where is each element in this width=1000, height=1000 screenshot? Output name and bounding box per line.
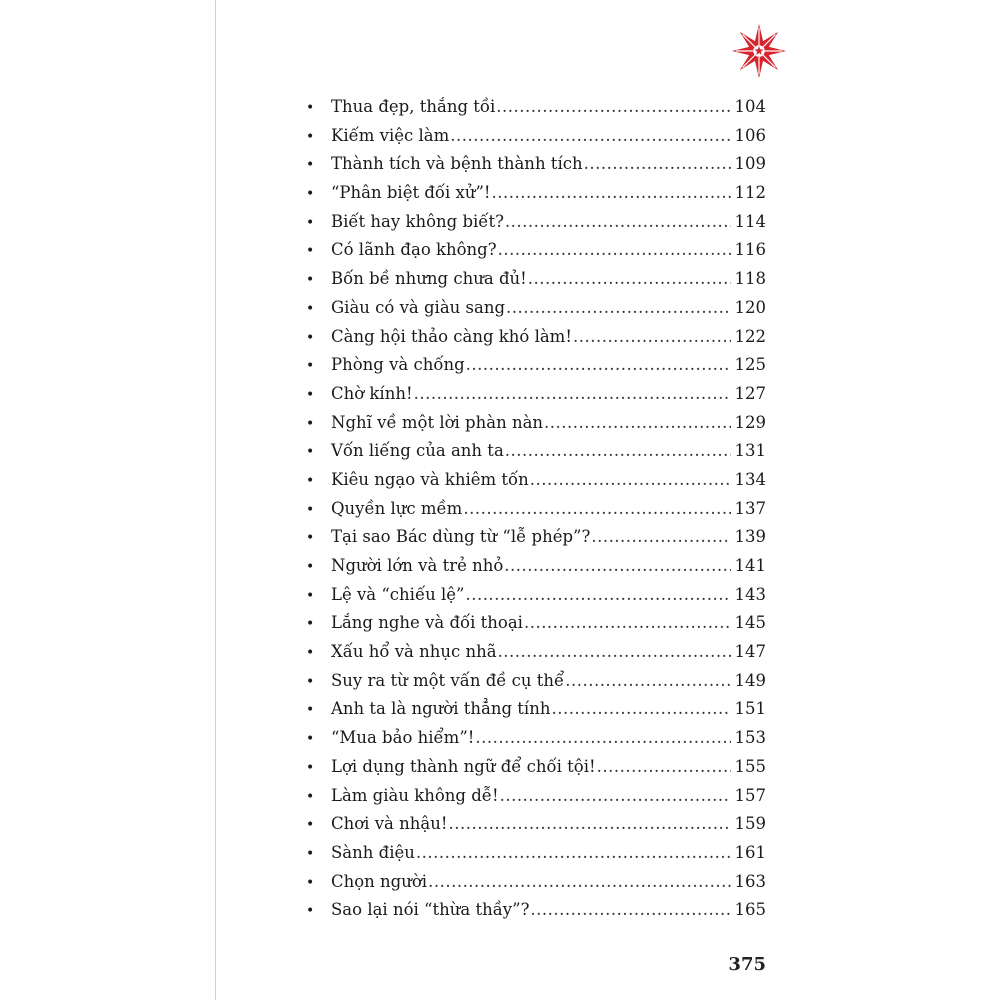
toc-entry-page: 165 bbox=[734, 900, 766, 920]
bullet-icon: • bbox=[306, 817, 315, 834]
dot-leader bbox=[498, 240, 731, 259]
toc-entry-title: Người lớn và trẻ nhỏ bbox=[331, 556, 504, 575]
toc-entry-page: 149 bbox=[734, 670, 766, 690]
toc-entry bbox=[306, 728, 766, 757]
toc-entry bbox=[306, 527, 766, 556]
bullet-icon: • bbox=[306, 731, 315, 748]
toc-entry bbox=[306, 872, 766, 901]
toc-entry-title: Biết hay không biết? bbox=[331, 211, 504, 231]
dot-leader bbox=[492, 183, 731, 202]
toc-entry-page: 151 bbox=[734, 699, 766, 719]
toc-entry bbox=[306, 642, 766, 671]
toc-entry-page: 145 bbox=[734, 613, 766, 633]
dot-leader bbox=[498, 642, 731, 661]
toc-entry-title: Sao lại nói “thừa thầy”? bbox=[331, 900, 530, 920]
dot-leader bbox=[528, 269, 731, 288]
dot-leader bbox=[530, 900, 731, 919]
toc-entry-page: 106 bbox=[734, 125, 766, 145]
toc-entry bbox=[306, 499, 766, 528]
toc-entry-title: Phòng và chống bbox=[331, 355, 465, 375]
dot-leader bbox=[544, 413, 731, 432]
toc-entry-title: Tại sao Bác dùng từ “lễ phép”? bbox=[331, 527, 591, 547]
toc-entry-page: 129 bbox=[734, 412, 766, 432]
toc-entry-title: “Phân biệt đối xử”! bbox=[331, 183, 491, 203]
toc-entry-title: Chờ kính! bbox=[331, 383, 413, 403]
toc-entry-title: Kiêu ngạo và khiêm tốn bbox=[331, 469, 529, 489]
toc-entry bbox=[306, 613, 766, 642]
toc-entry bbox=[306, 900, 766, 929]
toc-entry-title: Sành điệu bbox=[331, 842, 415, 862]
toc-entry-page: 131 bbox=[734, 441, 766, 461]
toc-entry bbox=[306, 126, 766, 155]
bullet-icon: • bbox=[306, 559, 315, 575]
toc-entry-page: 159 bbox=[734, 814, 766, 834]
toc-entry-title: Càng hội thảo càng khó làm! bbox=[331, 326, 572, 346]
bullet-icon: • bbox=[306, 100, 315, 116]
toc-entry bbox=[306, 298, 766, 327]
toc-entry-title: Xấu hổ và nhục nhã bbox=[331, 642, 497, 662]
dot-leader bbox=[450, 126, 731, 145]
toc-entry bbox=[306, 212, 766, 241]
toc-entry-title: Thua đẹp, thắng tồi bbox=[331, 97, 496, 116]
dot-leader bbox=[448, 814, 731, 833]
toc-entry bbox=[306, 327, 766, 356]
bullet-icon: • bbox=[306, 673, 315, 690]
dot-leader bbox=[428, 872, 731, 891]
toc-entry-page: 120 bbox=[734, 297, 766, 317]
toc-entry-title: Suy ra từ một vấn đề cụ thể bbox=[331, 670, 565, 690]
toc-entry-title: Lắng nghe và đối thoại bbox=[331, 613, 523, 633]
toc-entry-page: 155 bbox=[734, 756, 766, 776]
toc-entry-page: 161 bbox=[734, 842, 766, 862]
dot-leader bbox=[551, 699, 731, 718]
bullet-icon: • bbox=[306, 415, 315, 432]
toc-entry-title: Giàu có và giàu sang bbox=[331, 297, 506, 317]
dot-leader bbox=[565, 671, 731, 690]
bullet-icon: • bbox=[306, 444, 315, 461]
bullet-icon: • bbox=[306, 645, 315, 662]
dot-leader bbox=[584, 154, 731, 173]
toc-entry bbox=[306, 671, 766, 700]
bullet-icon: • bbox=[306, 587, 315, 604]
bullet-icon: • bbox=[306, 702, 315, 719]
toc-entry-title: Lệ và “chiếu lệ” bbox=[331, 584, 465, 604]
toc-entry bbox=[306, 413, 766, 442]
bullet-icon: • bbox=[306, 501, 315, 518]
toc-entry-page: 157 bbox=[734, 785, 766, 805]
toc-entry-page: 163 bbox=[734, 871, 766, 891]
toc-entry-title: Nghĩ về một lời phàn nàn bbox=[331, 412, 544, 432]
toc-entry-title: Lợi dụng thành ngữ để chối tội! bbox=[331, 756, 596, 776]
bullet-icon: • bbox=[306, 157, 315, 174]
toc-entry-title: Chơi và nhậu! bbox=[331, 814, 448, 834]
toc-entry bbox=[306, 240, 766, 269]
dot-leader bbox=[496, 97, 731, 116]
toc-entry bbox=[306, 355, 766, 384]
toc-entry bbox=[306, 585, 766, 614]
dot-leader bbox=[475, 728, 731, 747]
bullet-icon: • bbox=[306, 128, 315, 145]
toc-entry bbox=[306, 269, 766, 298]
toc-entry-title: Thành tích và bệnh thành tích bbox=[331, 154, 583, 174]
bullet-icon: • bbox=[306, 329, 315, 346]
dot-leader bbox=[505, 441, 731, 460]
toc-entry-title: Chọn người bbox=[331, 871, 428, 891]
dot-leader bbox=[524, 613, 731, 632]
toc-entry bbox=[306, 786, 766, 815]
toc-entry-title: “Mua bảo hiểm”! bbox=[331, 728, 475, 748]
bullet-icon: • bbox=[306, 874, 315, 891]
table-of-contents bbox=[306, 97, 766, 929]
bullet-icon: • bbox=[306, 788, 315, 805]
dot-leader bbox=[466, 355, 731, 374]
bullet-icon: • bbox=[306, 272, 315, 289]
toc-entry-page: 109 bbox=[734, 154, 766, 174]
toc-entry bbox=[306, 183, 766, 212]
toc-entry bbox=[306, 154, 766, 183]
toc-entry-page: 137 bbox=[734, 498, 766, 518]
dot-leader bbox=[530, 470, 731, 489]
dot-leader bbox=[414, 384, 731, 403]
toc-entry-page: 141 bbox=[734, 556, 766, 575]
toc-entry-page: 147 bbox=[734, 642, 766, 662]
toc-entry-title: Kiếm việc làm bbox=[331, 125, 450, 145]
toc-entry bbox=[306, 384, 766, 413]
toc-entry-page: 114 bbox=[734, 211, 766, 231]
red-star-logo-icon bbox=[729, 22, 789, 80]
toc-entry-page: 104 bbox=[734, 97, 766, 116]
dot-leader bbox=[463, 499, 731, 518]
toc-entry-page: 118 bbox=[734, 269, 766, 289]
toc-entry-title: Vốn liếng của anh ta bbox=[331, 441, 504, 461]
bullet-icon: • bbox=[306, 845, 315, 862]
toc-entry-page: 153 bbox=[734, 728, 766, 748]
bullet-icon: • bbox=[306, 472, 315, 489]
dot-leader bbox=[465, 585, 731, 604]
toc-entry bbox=[306, 699, 766, 728]
bullet-icon: • bbox=[306, 386, 315, 403]
bullet-icon: • bbox=[306, 358, 315, 375]
toc-entry-page: 116 bbox=[734, 240, 766, 260]
dot-leader bbox=[597, 757, 731, 776]
bullet-icon: • bbox=[306, 759, 315, 776]
bullet-icon: • bbox=[306, 616, 315, 633]
toc-entry-page: 112 bbox=[734, 183, 766, 203]
toc-entry bbox=[306, 757, 766, 786]
dot-leader bbox=[416, 843, 731, 862]
toc-entry bbox=[306, 814, 766, 843]
toc-entry-title: Bốn bề nhưng chưa đủ! bbox=[331, 269, 527, 289]
dot-leader bbox=[573, 327, 731, 346]
bullet-icon: • bbox=[306, 243, 315, 260]
toc-entry-title: Có lãnh đạo không? bbox=[331, 240, 497, 260]
toc-entry-page: 122 bbox=[734, 326, 766, 346]
dot-leader bbox=[505, 212, 731, 231]
toc-entry bbox=[306, 441, 766, 470]
dot-leader bbox=[504, 556, 731, 575]
page-number: 375 bbox=[728, 954, 766, 975]
toc-entry-page: 127 bbox=[734, 383, 766, 403]
toc-entry bbox=[306, 470, 766, 499]
bullet-icon: • bbox=[306, 300, 315, 317]
toc-entry bbox=[306, 97, 766, 126]
bullet-icon: • bbox=[306, 186, 315, 203]
bullet-icon: • bbox=[306, 530, 315, 547]
dot-leader bbox=[506, 298, 731, 317]
toc-entry-page: 125 bbox=[734, 355, 766, 375]
page-spine-edge bbox=[215, 0, 216, 1000]
toc-entry bbox=[306, 556, 766, 585]
dot-leader bbox=[500, 786, 731, 805]
bullet-icon: • bbox=[306, 214, 315, 231]
toc-entry bbox=[306, 843, 766, 872]
toc-entry-page: 143 bbox=[734, 584, 766, 604]
toc-entry-page: 139 bbox=[734, 527, 766, 547]
toc-entry-title: Anh ta là người thẳng tính bbox=[331, 699, 551, 719]
toc-entry-page: 134 bbox=[734, 469, 766, 489]
toc-entry-title: Làm giàu không dễ! bbox=[331, 785, 499, 805]
dot-leader bbox=[591, 527, 731, 546]
bullet-icon: • bbox=[306, 903, 315, 920]
toc-entry-title: Quyền lực mềm bbox=[331, 498, 463, 518]
